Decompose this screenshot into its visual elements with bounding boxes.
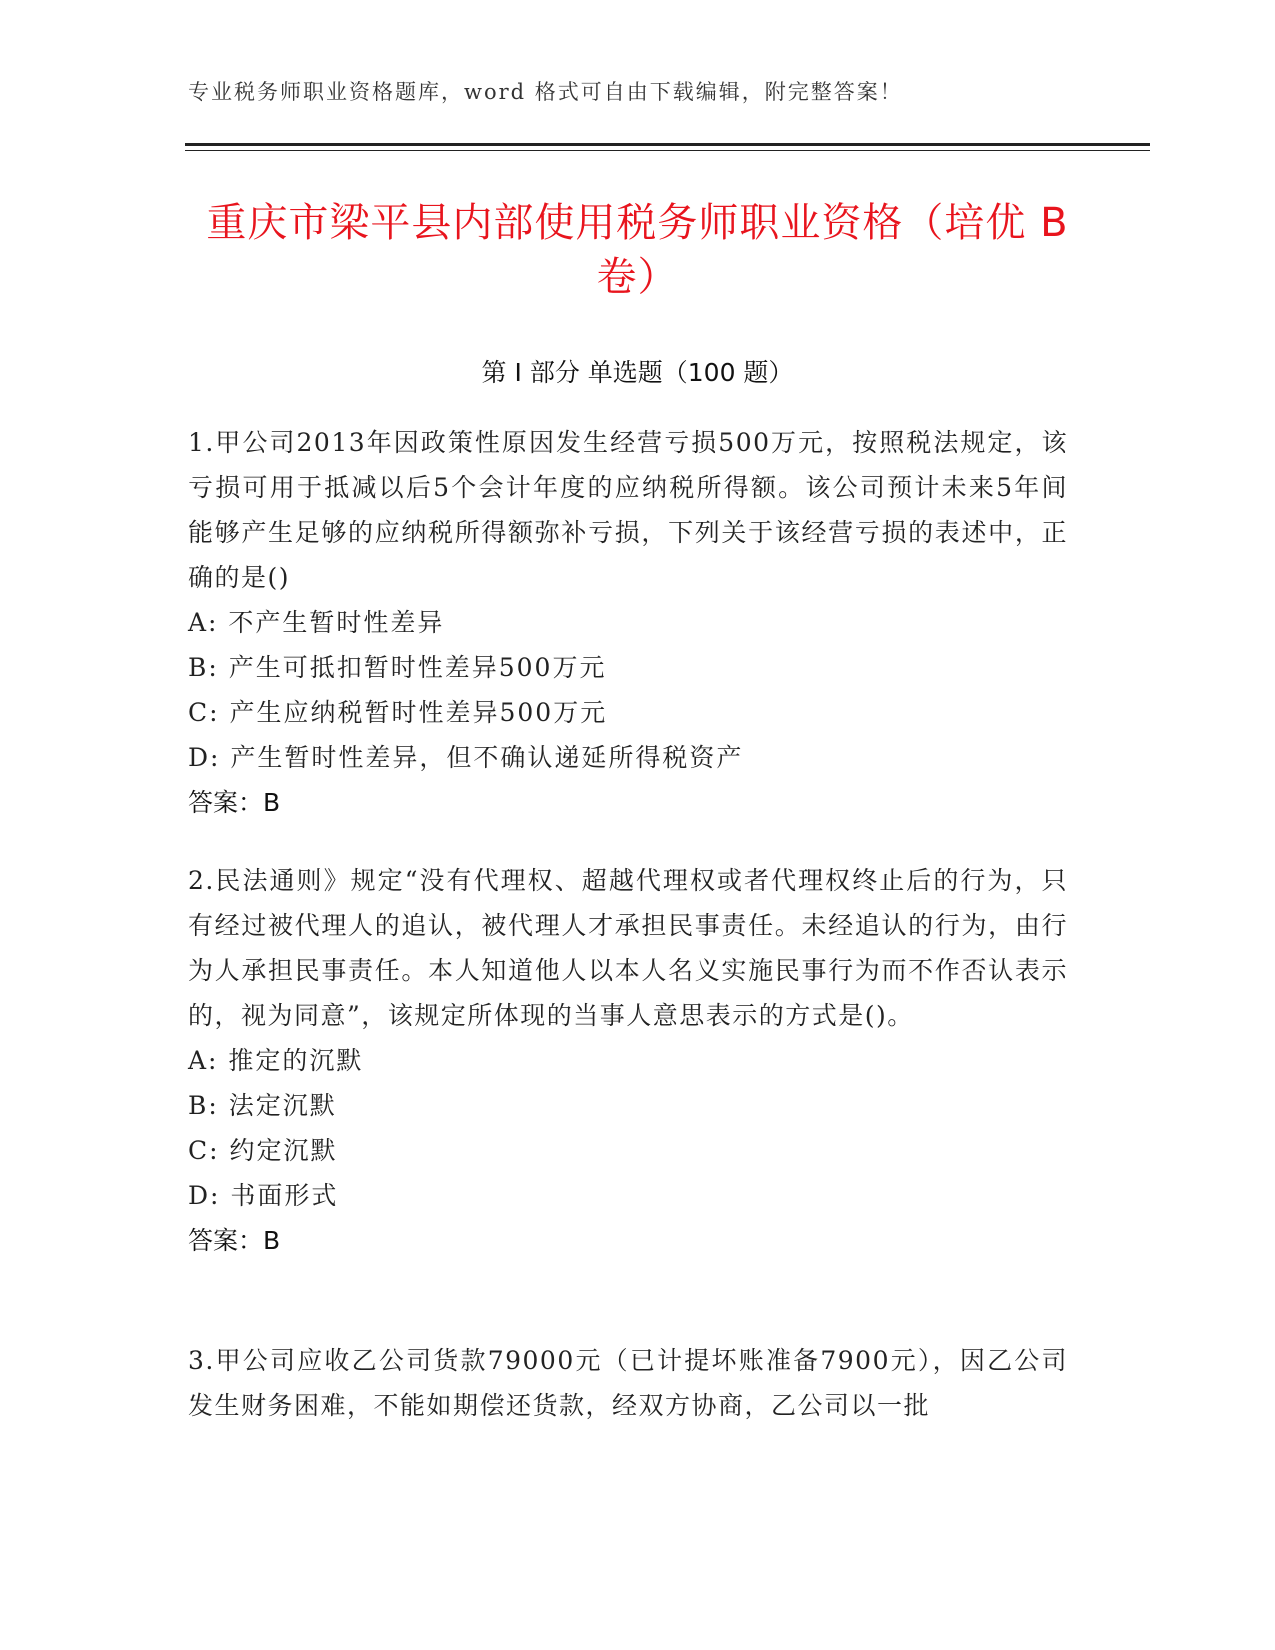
option-b: B: 法定沉默 bbox=[188, 1091, 337, 1120]
question-stem: 3.甲公司应收乙公司货款79000元（已计提坏账准备7900元），因乙公司发生财务困难，不能如期偿还货款，经双方协商，乙公司以一批 bbox=[188, 1346, 1068, 1420]
header-rule-thick bbox=[185, 143, 1150, 146]
question-3 bbox=[188, 1338, 1068, 1428]
option-d: D: 产生暂时性差异，但不确认递延所得税资产 bbox=[188, 743, 744, 772]
question-1 bbox=[188, 420, 1068, 825]
option-a: A: 推定的沉默 bbox=[188, 1046, 364, 1075]
answer-label: 答案：B bbox=[188, 1226, 281, 1255]
option-a: A: 不产生暂时性差异 bbox=[188, 608, 445, 637]
section-title: 第 I 部分 单选题（100 题） bbox=[481, 358, 794, 387]
header-rule-thin bbox=[185, 150, 1150, 151]
option-b: B: 产生可抵扣暂时性差异500万元 bbox=[188, 653, 607, 682]
answer-label: 答案：B bbox=[188, 788, 281, 817]
question-stem: 1.甲公司2013年因政策性原因发生经营亏损500万元，按照税法规定，该亏损可用于抵减以后5个会计年度的应纳税所得额。该公司预计未来5年间能够产生足够的应纳税所得额弥补亏损，下列关于该经营亏损的表述中，正确的是() bbox=[188, 428, 1068, 592]
option-c: C: 约定沉默 bbox=[188, 1136, 338, 1165]
option-c: C: 产生应纳税暂时性差异500万元 bbox=[188, 698, 608, 727]
question-stem: 2.民法通则》规定“没有代理权、超越代理权或者代理权终止后的行为，只有经过被代理人的追认，被代理人才承担民事责任。未经追认的行为，由行为人承担民事责任。本人知道他人以本人名义实施民事行为而不作否认表示的，视为同意”，该规定所体现的当事人意思表示的方式是()。 bbox=[188, 866, 1068, 1030]
question-2 bbox=[188, 858, 1068, 1263]
document-title: 重庆市梁平县内部使用税务师职业资格（培优 B 卷） bbox=[206, 200, 1069, 300]
header-note: 专业税务师职业资格题库，word 格式可自由下载编辑，附完整答案！ bbox=[188, 80, 903, 104]
option-d: D: 书面形式 bbox=[188, 1181, 339, 1210]
